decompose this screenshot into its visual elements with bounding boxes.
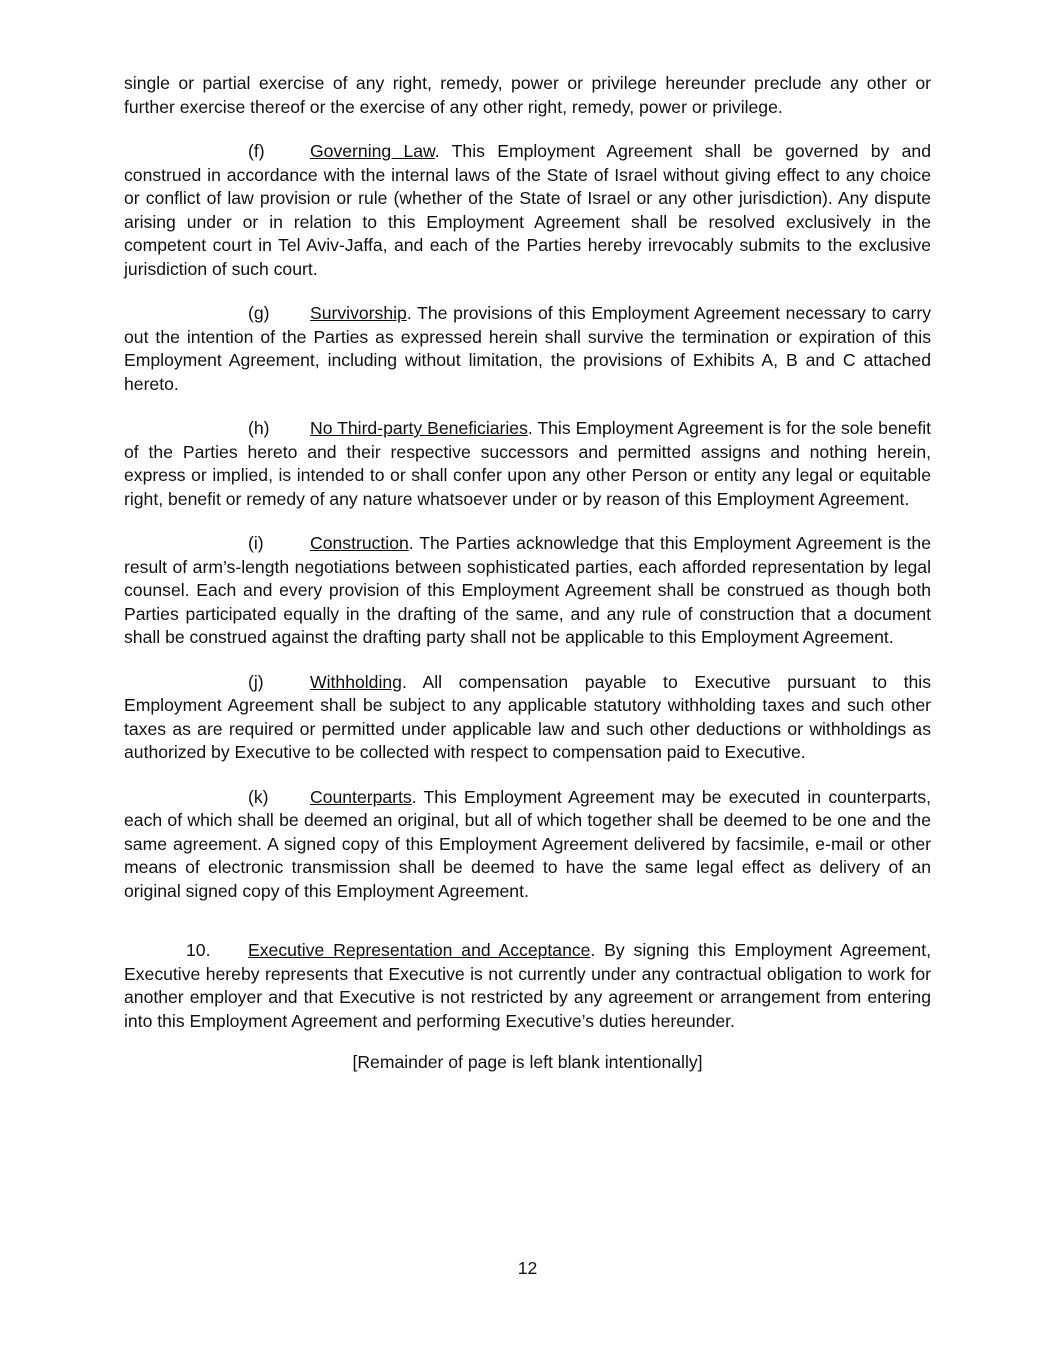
subsection-marker: (i) bbox=[248, 533, 264, 553]
subsection-heading: Survivorship bbox=[310, 303, 407, 323]
subsection-marker: (j) bbox=[248, 671, 264, 692]
page-number: 12 bbox=[517, 1258, 538, 1278]
subsection-heading: Withholding bbox=[310, 671, 402, 692]
subsection-heading: No Third-party Beneficiaries bbox=[310, 418, 528, 438]
subsection-survivorship bbox=[124, 302, 931, 396]
subsection-marker: (h) bbox=[248, 418, 270, 438]
subsection-governing-law bbox=[124, 140, 931, 281]
subsection-marker: (g) bbox=[248, 303, 270, 323]
remainder-note: [Remainder of page is left blank intentionally] bbox=[352, 1052, 703, 1072]
subsection-withholding bbox=[124, 671, 931, 765]
subsection-body: . This Employment Agreement shall be governed by and construed in accordance with the internal laws of the State of Israel without giving effect to any choice or conflict of law provision or rule (whether of the State of Israel or any other jurisdiction). Any dispute arising under or in relation to this Employment Agreement shall be resolved exclusively in the competent court in Tel Aviv-Jaffa, and each of the Parties hereby irrevocably submits to the exclusive jurisdiction of such court. bbox=[124, 141, 931, 279]
subsection-marker: (f) bbox=[248, 141, 265, 161]
subsection-body: . The provisions of this Employment Agreement necessary to carry out the intention of the Parties as expressed herein shall survive the termination or expiration of this Employment Agreement, including without limitation, the provisions of Exhibits A, B and C attached hereto. bbox=[124, 303, 931, 394]
subsection-heading: Governing Law bbox=[310, 141, 435, 161]
subsection-body: . All compensation payable to Executive pursuant to this Employment Agreement shall be subject to any applicable statutory withholding taxes and such other taxes as are required or permitted under applicable law and such other deductions or withholdings as authorized by Executive to be collected with respect to compensation paid to Executive. bbox=[124, 671, 931, 762]
section-heading: Executive Representation and Acceptance bbox=[248, 940, 591, 960]
subsection-marker: (k) bbox=[248, 786, 269, 807]
subsection-body: . This Employment Agreement is for the sole benefit of the Parties hereto and their respective successors and permitted assigns and nothing herein, express or implied, is intended to or shall confer upon any other Person or entity any legal or equitable right, benefit or remedy of any nature whatsoever under or by reason of this Employment Agreement. bbox=[124, 418, 932, 509]
document-body bbox=[124, 72, 931, 1075]
opening-paragraph: single or partial exercise of any right, remedy, power or privilege hereunder preclude any other or further exercise thereof or the exercise of any other right, remedy, power or privilege. bbox=[124, 73, 931, 117]
subsection-heading: Counterparts bbox=[310, 786, 412, 807]
subsection-counterparts bbox=[124, 786, 931, 904]
section-body: . By signing this Employment Agreement, Executive hereby represents that Executive is not currently under any contractual obligation to work for another employer and that Executive is not restricted by any agreement or arrangement from entering into this Employment Agreement and performing Executive’s duties hereunder. bbox=[124, 940, 931, 1031]
subsection-no-third-party-beneficiaries bbox=[124, 417, 931, 511]
section-10-executive-representation bbox=[124, 939, 931, 1033]
subsection-heading: Construction bbox=[310, 533, 409, 553]
subsection-construction bbox=[124, 532, 931, 650]
subsection-body: . The Parties acknowledge that this Employment Agreement is the result of arm’s-length negotiations between sophisticated parties, each afforded representation by legal counsel. Each and every provision of this Employment Agreement shall be construed as though both Parties participated equally in the drafting of the same, and any rule of construction that a document shall be construed against the drafting party shall not be applicable to this Employment Agreement. bbox=[124, 533, 931, 647]
subsection-body: . This Employment Agreement may be executed in counterparts, each of which shall be deemed an original, but all of which together shall be deemed to be one and the same agreement. A signed copy of this Employment Agreement delivered by facsimile, e-mail or other means of electronic transmission shall be deemed to have the same legal effect as delivery of an original signed copy of this Employment Agreement. bbox=[124, 786, 931, 901]
section-marker: 10. bbox=[186, 940, 211, 960]
